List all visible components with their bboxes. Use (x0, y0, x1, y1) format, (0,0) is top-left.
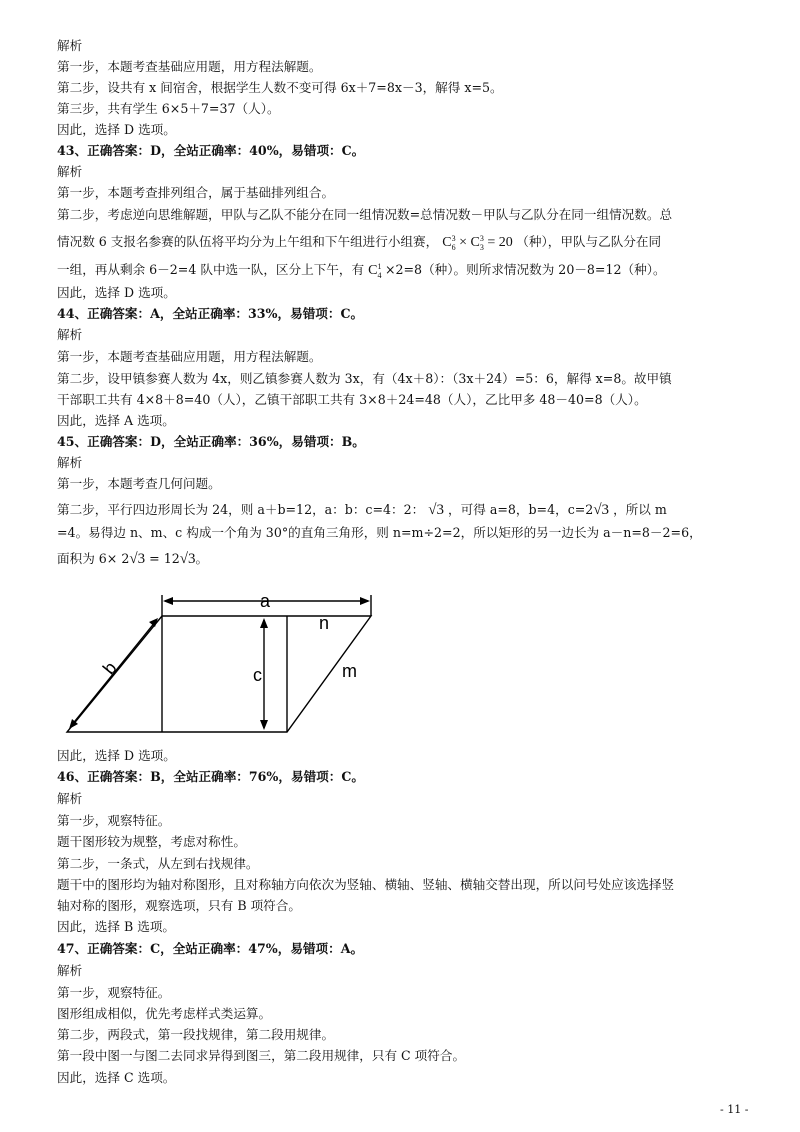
formula-symbol: C (368, 263, 378, 278)
combination-formula (442, 235, 516, 250)
formula-operator: × (459, 235, 468, 250)
text-segment: 12 (163, 551, 180, 566)
answer-heading-44: 44、正确答案：A，全站正确率：33%，易错项：C。 (57, 306, 364, 321)
text-line: 第一步，本题考查基础应用题，用方程法解题。 (57, 349, 322, 364)
answer-heading-43: 43、正确答案：D，全站正确率：40%，易错项：C。 (57, 143, 365, 158)
text-line: 第二步，考虑逆向思维解题，甲队与乙队不能分在同一组情况数=总情况数－甲队与乙队分在同一组情况数。总 (57, 207, 673, 222)
formula-sup: 3 (479, 233, 484, 243)
text-segment: 。 (195, 551, 209, 566)
page-number: - 11 - (720, 1103, 749, 1116)
arrowhead (360, 597, 370, 605)
text-line: 题干中的图形均为轴对称图形，且对称轴方向依次为竖轴、横轴、竖轴、横轴交替出现，所以问号处应该选择竖 (57, 877, 675, 892)
text-segment: 第二步，平行四边形周长为 24，则 a＋b=12，a：b：c=4：2： (57, 502, 425, 517)
text-line: 第二步，设甲镇参赛人数为 4x，则乙镇参赛人数为 3x，有（4x＋8）：（3x＋24）=5：6，解得 x=8。故甲镇 (57, 371, 672, 386)
formula-sup: 3 (451, 233, 456, 243)
text-line: 解析 (57, 164, 83, 179)
text-segment: （种），甲队与乙队分在同 (516, 234, 662, 249)
label-c: c (253, 665, 262, 685)
sqrt-formula: √3 (179, 551, 196, 567)
parallelogram-figure (57, 585, 387, 745)
arrowhead (260, 720, 268, 730)
text-segment: ，可得 a=8，b=4，c=2 (448, 502, 594, 517)
text-segment: ，所以 m (613, 502, 667, 517)
text-segment: 面积为 6× (57, 551, 118, 566)
text-segment: 情况数 6 支报名参赛的队伍将平均分为上午组和下午组进行小组赛， (57, 234, 439, 249)
text-segment: 一组，再从剩余 6－2=4 队中选一队，区分上下午，有 (57, 262, 365, 277)
text-line: 第一步，本题考查排列组合，属于基础排列组合。 (57, 185, 335, 200)
formula-index (452, 234, 456, 252)
text-line: 解析 (57, 38, 83, 53)
text-segment: = (149, 551, 160, 566)
text-line: 第一步，本题考查基础应用题，用方程法解题。 (57, 59, 322, 74)
text-line: 第三步，共有学生 6×5＋7=37（人）。 (57, 101, 280, 116)
combination-formula (368, 263, 385, 278)
answer-heading-46: 46、正确答案：B，全站正确率：76%，易错项：C。 (57, 769, 364, 784)
text-line: 因此，选择 D 选项。 (57, 122, 176, 137)
sqrt-formula: √3 (129, 551, 146, 567)
sqrt-formula: √3 (593, 502, 610, 518)
text-line: 第二步，一条式，从左到右找规律。 (57, 856, 259, 871)
text-line: 因此，选择 B 选项。 (57, 919, 176, 934)
text-line-with-formula (57, 550, 208, 568)
text-line: 轴对称的图形，观察选项，只有 B 项符合。 (57, 898, 301, 913)
text-line: =4。易得边 n、m、c 构成一个角为 30°的直角三角形，则 n=m÷2=2，所以矩形的另一边长为 a－n=8－2=6， (57, 525, 702, 540)
text-line: 第一段中图一与图二去同求异得到图三，第二段用规律，只有 C 项符合。 (57, 1048, 466, 1063)
formula-sub: 3 (479, 242, 484, 252)
formula-sub: 6 (451, 242, 456, 252)
text-line: 第二步，两段式，第一段找规律，第二段用规律。 (57, 1027, 335, 1042)
text-line: 题干图形较为规整，考虑对称性。 (57, 834, 246, 849)
text-line: 解析 (57, 963, 83, 978)
formula-symbol: C (442, 235, 452, 250)
formula-sub: 4 (377, 270, 382, 280)
sqrt-formula: √3 (428, 502, 445, 518)
text-line-with-formula (57, 501, 667, 519)
text-line-with-formula (57, 261, 666, 280)
text-line: 解析 (57, 791, 83, 806)
text-line-with-formula (57, 233, 661, 252)
text-line: 解析 (57, 327, 83, 342)
formula-index (377, 262, 381, 280)
label-m: m (342, 661, 357, 681)
text-line: 第一步，本题考查几何问题。 (57, 476, 221, 491)
label-b: b (98, 657, 121, 679)
arrowhead (260, 618, 268, 628)
text-line: 因此，选择 D 选项。 (57, 285, 176, 300)
text-line: 图形组成相似，优先考虑样式类运算。 (57, 1006, 272, 1021)
formula-sup: 1 (377, 261, 382, 271)
text-segment: 2 (121, 551, 130, 566)
label-n: n (319, 613, 330, 633)
answer-heading-45: 45、正确答案：D，全站正确率：36%，易错项：B。 (57, 434, 365, 449)
arrowhead (163, 597, 173, 605)
text-line: 因此，选择 A 选项。 (57, 413, 175, 428)
text-line: 因此，选择 C 选项。 (57, 1070, 176, 1085)
text-line: 第一步，观察特征。 (57, 813, 171, 828)
formula-result: = 20 (487, 235, 513, 250)
text-segment: ×2=8（种）。则所求情况数为 20－8=12（种）。 (384, 262, 666, 277)
formula-symbol: C (470, 235, 480, 250)
text-line: 解析 (57, 455, 83, 470)
label-a: a (260, 591, 271, 611)
text-line: 第一步，观察特征。 (57, 985, 171, 1000)
text-line: 干部职工共有 4×8＋8=40（人），乙镇干部职工共有 3×8＋24=48（人），乙比甲多 48－40=8（人）。 (57, 392, 647, 407)
formula-index (480, 234, 484, 252)
text-line: 第二步，设共有 x 间宿舍，根据学生人数不变可得 6x＋7=8x－3，解得 x=5。 (57, 80, 503, 95)
text-line: 因此，选择 D 选项。 (57, 748, 176, 763)
answer-heading-47: 47、正确答案：C，全站正确率：47%，易错项：A。 (57, 941, 364, 956)
